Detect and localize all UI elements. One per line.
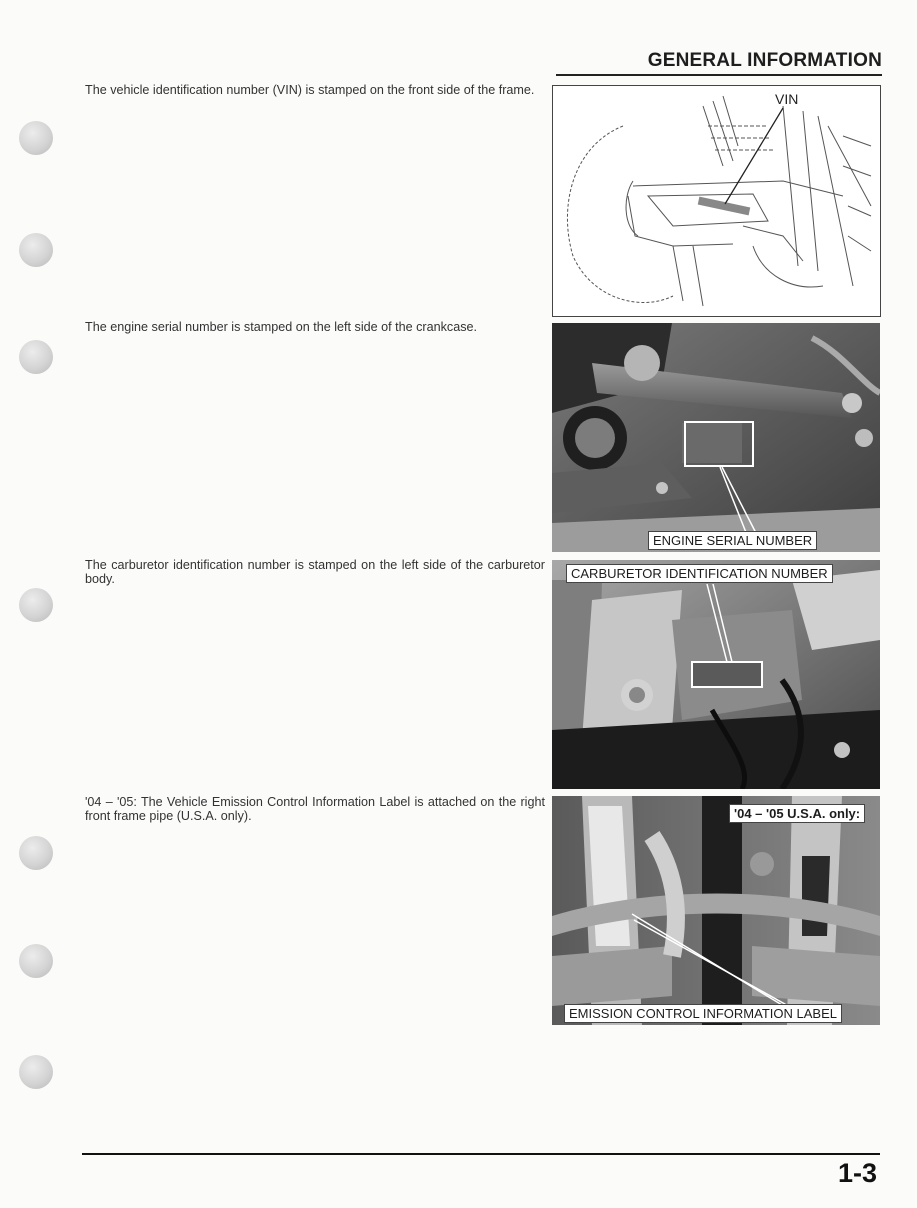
vin-label: VIN	[775, 91, 799, 107]
carburetor-figure	[552, 560, 880, 789]
carburetor-id-label: CARBURETOR IDENTIFICATION NUMBER	[566, 564, 833, 583]
vin-plate	[698, 197, 751, 216]
emission-control-label: EMISSION CONTROL INFORMATION LABEL	[564, 1004, 842, 1023]
binder-hole	[19, 588, 53, 622]
emission-photo	[552, 796, 880, 1025]
binder-hole	[19, 340, 53, 374]
engine-photo	[552, 323, 880, 552]
engine-figure	[552, 323, 880, 552]
footer-rule	[82, 1153, 880, 1155]
binder-hole	[19, 1055, 53, 1089]
binder-hole	[19, 836, 53, 870]
emission-figure	[552, 796, 880, 1025]
binder-hole	[19, 944, 53, 978]
emission-paragraph: '04 – '05: The Vehicle Emission Control Information Label is attached on the right front frame pipe (U.S.A. only).	[85, 795, 545, 823]
carburetor-paragraph: The carburetor identification number is stamped on the left side of the carburetor body.	[85, 558, 545, 586]
vin-frame-illustration	[553, 86, 880, 316]
vin-leader-line	[725, 108, 783, 204]
engine-serial-number-label: ENGINE SERIAL NUMBER	[648, 531, 817, 550]
emission-usa-only-note: '04 – '05 U.S.A. only:	[729, 804, 865, 823]
vin-paragraph: The vehicle identification number (VIN) is stamped on the front side of the frame.	[85, 83, 535, 97]
section-title: GENERAL INFORMATION	[647, 50, 882, 71]
binder-hole	[19, 233, 53, 267]
header-rule	[556, 74, 882, 76]
binder-hole	[19, 121, 53, 155]
vin-figure	[552, 85, 881, 317]
page-number: 1-3	[837, 1158, 877, 1188]
carburetor-photo	[552, 560, 880, 789]
engine-paragraph: The engine serial number is stamped on the left side of the crankcase.	[85, 320, 478, 334]
